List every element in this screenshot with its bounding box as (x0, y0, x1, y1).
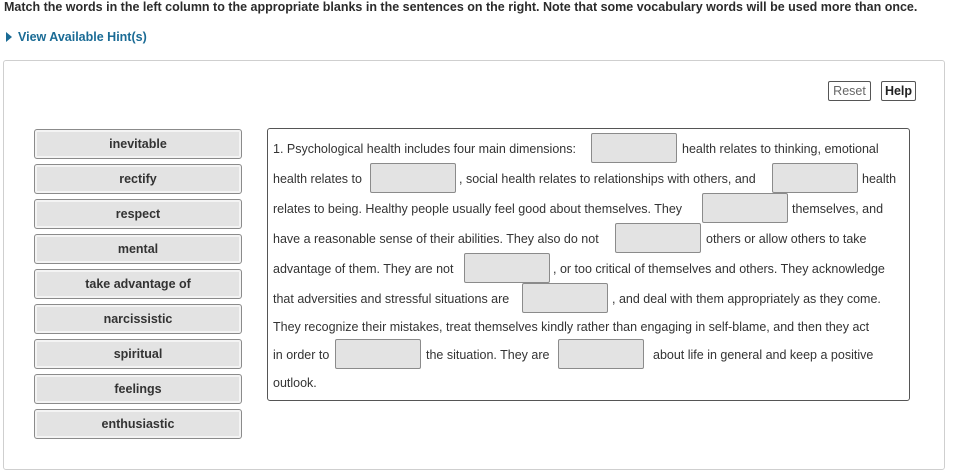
sentence-text: health relates to thinking, emotional (682, 142, 879, 156)
drop-blank-8[interactable] (335, 339, 421, 369)
sentence-text: advantage of them. They are not (273, 262, 454, 276)
word-tile-narcissistic[interactable]: narcissistic (34, 304, 242, 334)
drop-blank-6[interactable] (464, 253, 550, 283)
word-tile-rectify[interactable]: rectify (34, 164, 242, 194)
sentence-text: about life in general and keep a positive (653, 348, 874, 362)
word-tile-respect[interactable]: respect (34, 199, 242, 229)
word-tile-mental[interactable]: mental (34, 234, 242, 264)
view-hints-link[interactable] (6, 30, 147, 44)
word-tile-inevitable[interactable]: inevitable (34, 129, 242, 159)
sentence-text: relates to being. Healthy people usually feel good about themselves. They (273, 202, 683, 216)
drop-blank-2[interactable] (370, 163, 456, 193)
sentence-text: , and deal with them appropriately as they come. (612, 292, 881, 306)
drop-blank-7[interactable] (522, 283, 608, 313)
sentence-text: in order to (273, 348, 330, 362)
reset-button[interactable]: Reset (828, 81, 871, 101)
sentence-text: the situation. They are (426, 348, 550, 362)
instructions-text: Match the words in the left column to the appropriate blanks in the sentences on the right. Note that some vocabulary words will be used more than once. (4, 0, 918, 14)
drop-blank-3[interactable] (772, 163, 858, 193)
sentence-text: , social health relates to relationships with others, and (459, 172, 756, 186)
sentence-text: outlook. (273, 376, 317, 390)
sentence-text: have a reasonable sense of their abilities. They also do not (273, 232, 599, 246)
sentence-text: others or allow others to take (706, 232, 867, 246)
expand-triangle-icon (6, 32, 12, 42)
word-tile-enthusiastic[interactable]: enthusiastic (34, 409, 242, 439)
view-hints-label: View Available Hint(s) (18, 30, 147, 44)
sentence-text: themselves, and (792, 202, 884, 216)
drop-blank-5[interactable] (615, 223, 701, 253)
sentence-text: health (862, 172, 897, 186)
word-tile-feelings[interactable]: feelings (34, 374, 242, 404)
word-tile-take-advantage-of[interactable]: take advantage of (34, 269, 242, 299)
help-button[interactable]: Help (881, 81, 916, 101)
sentence-text: 1. Psychological health includes four main dimensions: (273, 142, 576, 156)
word-tile-spiritual[interactable]: spiritual (34, 339, 242, 369)
sentence-text: that adversities and stressful situations are (273, 292, 510, 306)
drop-blank-4[interactable] (702, 193, 788, 223)
sentence-text: , or too critical of themselves and others. They acknowledge (553, 262, 885, 276)
sentence-text: health relates to (273, 172, 362, 186)
sentence-text: They recognize their mistakes, treat themselves kindly rather than engaging in self-blame, and then they act (273, 320, 870, 334)
drop-blank-1[interactable] (591, 133, 677, 163)
drop-blank-9[interactable] (558, 339, 644, 369)
